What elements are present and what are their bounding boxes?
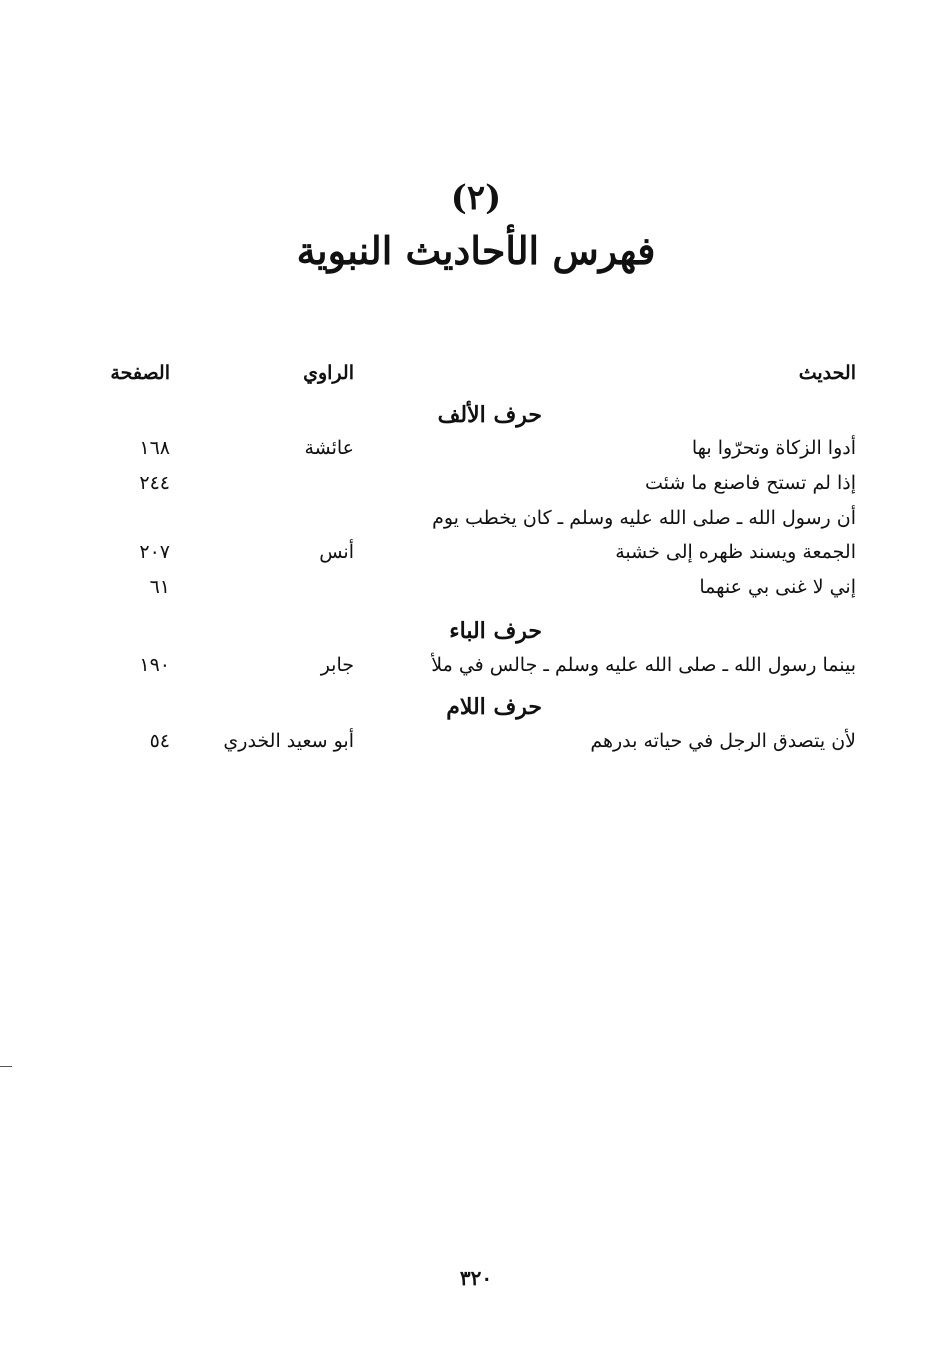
column-header-hadith: الحديث — [798, 362, 856, 384]
page-reference: ٦١ — [149, 576, 170, 598]
index-row — [0, 541, 952, 575]
margin-mark — [0, 1066, 12, 1067]
page-reference: ١٩٠ — [139, 654, 170, 676]
index-row — [0, 472, 952, 506]
narrator-name: أنس — [319, 541, 354, 563]
narrator-name: عائشة — [304, 437, 354, 459]
letter-heading-ba: حرف الباء — [449, 618, 542, 644]
hadith-text: إني لا غنى بي عنهما — [699, 576, 856, 598]
narrator-name: أبو سعيد الخدري — [223, 730, 354, 752]
index-row — [0, 576, 952, 610]
letter-heading-lam: حرف اللام — [446, 694, 542, 720]
index-title: فهرس الأحاديث النبوية — [296, 228, 656, 273]
hadith-text: أن رسول الله ـ صلى الله عليه وسلم ـ كان يخطب يوم — [432, 507, 856, 529]
column-header-page: الصفحة — [110, 362, 170, 384]
hadith-text: بينما رسول الله ـ صلى الله عليه وسلم ـ جالس في ملأ — [431, 654, 856, 676]
section-number: (٢) — [450, 178, 502, 218]
hadith-text: إذا لم تستح فاصنع ما شئت — [644, 472, 856, 494]
page-reference: ٢٤٤ — [139, 472, 170, 494]
index-row — [0, 507, 952, 541]
hadith-text: الجمعة ويسند ظهره إلى خشبة — [615, 541, 856, 563]
index-row — [0, 654, 952, 688]
page-number: ٣٢٠ — [459, 1266, 493, 1290]
index-row — [0, 437, 952, 471]
hadith-text: أدوا الزكاة وتحرّوا بها — [691, 437, 856, 459]
column-header-narrator: الراوي — [303, 362, 354, 384]
index-row — [0, 730, 952, 764]
letter-heading-alif: حرف الألف — [437, 402, 542, 428]
page-reference: ٥٤ — [149, 730, 170, 752]
page-reference: ١٦٨ — [139, 437, 170, 459]
narrator-name: جابر — [320, 654, 354, 676]
hadith-text: لأن يتصدق الرجل في حياته بدرهم — [590, 730, 856, 752]
page-reference: ٢٠٧ — [139, 541, 170, 563]
